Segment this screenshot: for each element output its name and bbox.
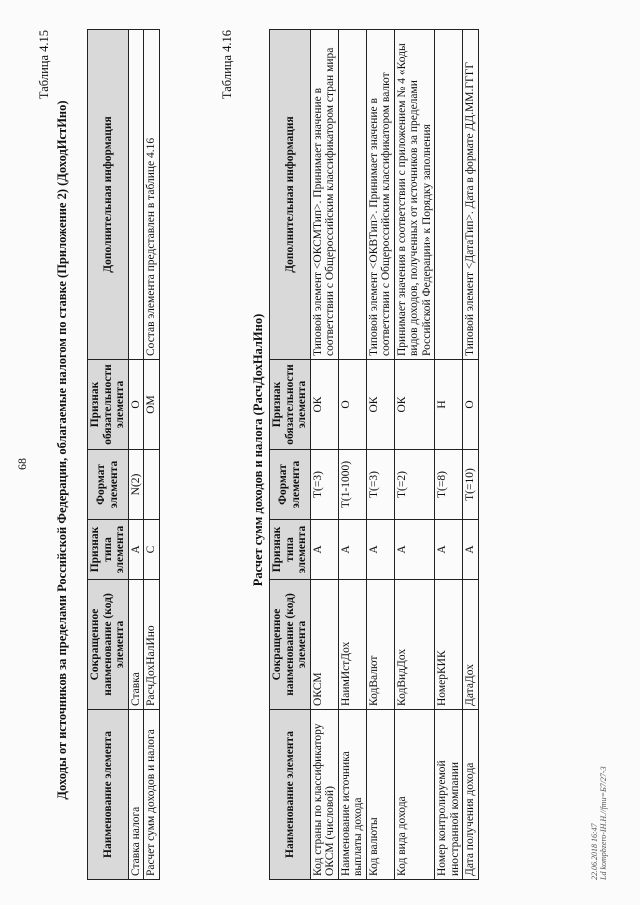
table-cell: T(=8) <box>435 450 463 520</box>
table-cell: T(=3) <box>310 450 338 520</box>
table-cell: Расчет сумм доходов и налога <box>144 710 160 880</box>
table-4-15 <box>87 29 160 880</box>
column-header: Признак обязательности элемента <box>88 360 129 450</box>
rotated-page-content <box>15 20 625 880</box>
table-title-4-15: Доходы от источников за пределами Российской Федерации, облагаемые налогом по ставке (Приложение 2) (ДоходИстИно) <box>55 100 69 800</box>
column-header: Формат элемента <box>88 450 129 520</box>
table-cell: T(=2) <box>394 450 435 520</box>
table-title-4-16: Расчет сумм доходов и налога (РасчДохНалИно) <box>251 313 265 587</box>
table-cell: Типовой элемент <ОКСМТип>. Принимает значение в соответствии с Общероссийским классификатором стран мира <box>310 30 338 360</box>
column-header: Формат элемента <box>270 450 311 520</box>
table-caption-4-16: Таблица 4.16 <box>220 30 234 100</box>
table-cell: А <box>310 520 338 580</box>
table-cell: НаимИстДох <box>338 580 366 710</box>
table-cell: Принимает значения в соответствии с приложением № 4 «Коды видов доходов, полученных от источников за пределами Российской Федерации» к Порядку заполнения <box>394 30 435 360</box>
table-cell: А <box>366 520 394 580</box>
table-body <box>128 30 159 880</box>
table-cell: А <box>338 520 366 580</box>
table-cell: Номер контролируемой иностранной компании <box>435 710 463 880</box>
column-header: Наименование элемента <box>88 710 129 880</box>
table-cell: T(=3) <box>366 450 394 520</box>
table-cell: НомерКИК <box>435 580 463 710</box>
table-header-row <box>270 30 311 880</box>
table-cell: ОК <box>310 360 338 450</box>
table-cell: Состав элемента представлен в таблице 4.16 <box>144 30 160 360</box>
table-row <box>310 30 338 880</box>
table-row <box>394 30 435 880</box>
stamp-line: 22.06.2018 16:47 <box>590 823 599 880</box>
table-row <box>338 30 366 880</box>
table-cell: Код страны по классификатору ОКСМ (числовой) <box>310 710 338 880</box>
table-cell: А <box>435 520 463 580</box>
table-cell <box>144 450 160 520</box>
table-row <box>366 30 394 880</box>
table-cell: А <box>463 520 479 580</box>
table-cell: Код валюты <box>366 710 394 880</box>
column-header: Признак типа элемента <box>88 520 129 580</box>
table-cell: Дата получения дохода <box>463 710 479 880</box>
table-cell: ОМ <box>144 360 160 450</box>
table-4-16 <box>269 29 479 880</box>
table-cell: РасчДохНалИно <box>144 580 160 710</box>
table-cell: О <box>338 360 366 450</box>
table-cell: Ставка <box>128 580 144 710</box>
table-caption-4-15: Таблица 4.15 <box>37 30 51 100</box>
column-header: Сокращенное наименование (код) элемента <box>88 580 129 710</box>
table-cell: Наименование источника выплаты дохода <box>338 710 366 880</box>
column-header: Наименование элемента <box>270 710 311 880</box>
table-cell: А <box>394 520 435 580</box>
table-cell: ОКСМ <box>310 580 338 710</box>
table-header-row <box>88 30 129 880</box>
table-body <box>310 30 478 880</box>
table-cell <box>128 30 144 360</box>
table-cell: N(2) <box>128 450 144 520</box>
table-cell: ДатаДох <box>463 580 479 710</box>
table-cell: Код вида дохода <box>394 710 435 880</box>
page-number: 68 <box>15 458 29 470</box>
table-cell: T(=10) <box>463 450 479 520</box>
stamp-line: Ld kompbzero-IH.H.//fmu=Б7/27-3 <box>599 766 608 880</box>
table-cell: Типовой элемент <ДатаТип>. Дата в формате ДД.ММ.ГГГГ <box>463 30 479 360</box>
table-cell: О <box>463 360 479 450</box>
table-cell <box>338 30 366 360</box>
table-cell: T(1-1000) <box>338 450 366 520</box>
column-header: Признак обязательности элемента <box>270 360 311 450</box>
table-cell: КодВалют <box>366 580 394 710</box>
table-cell: ОК <box>366 360 394 450</box>
column-header: Признак типа элемента <box>270 520 311 580</box>
table-row <box>144 30 160 880</box>
table-cell: С <box>144 520 160 580</box>
table-cell: ОК <box>394 360 435 450</box>
table-row <box>435 30 463 880</box>
table-cell: Н <box>435 360 463 450</box>
table-cell: А <box>128 520 144 580</box>
column-header: Дополнительная информация <box>88 30 129 360</box>
table-cell: О <box>128 360 144 450</box>
column-header: Дополнительная информация <box>270 30 311 360</box>
table-cell: Ставка налога <box>128 710 144 880</box>
table-cell: Типовой элемент <ОКВТип>. Принимает значение в соответствии с Общероссийским классификатором валют <box>366 30 394 360</box>
table-row <box>463 30 479 880</box>
table-cell <box>435 30 463 360</box>
column-header: Сокращенное наименование (код) элемента <box>270 580 311 710</box>
table-cell: КодВидДох <box>394 580 435 710</box>
table-row <box>128 30 144 880</box>
print-stamp <box>590 766 608 880</box>
